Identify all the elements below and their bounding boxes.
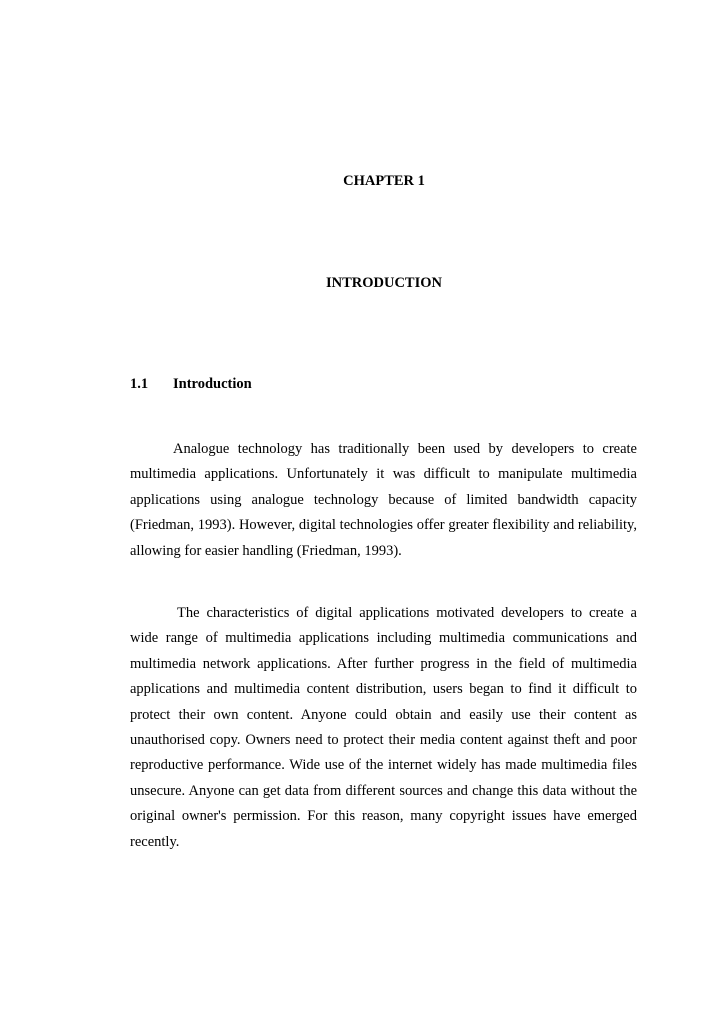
paragraph-2: The characteristics of digital applications motivated developers to create a wide range of multimedia applications including multimedia communications and multimedia network applications. After further progress in the field of multimedia applications and multimedia content distribution, users began to find it difficult to protect their own content. Anyone could obtain and easily use their content as unauthorised copy. Owners need to protect their media content against theft and poor reproductive performance. Wide use of the internet widely has made multimedia files unsecure. Anyone can get data from different sources and change this data without the original owner's permission. For this reason, many copyright issues have emerged recently. <box>130 605 637 850</box>
section-heading <box>130 376 252 393</box>
chapter-title: INTRODUCTION <box>325 275 442 291</box>
section-title: Introduction <box>173 376 252 392</box>
chapter-label: CHAPTER 1 <box>343 173 425 189</box>
paragraph-1: Analogue technology has traditionally been used by developers to create multimedia applications. Unfortunately it was difficult to manipulate multimedia applications using analogue technology because of limited bandwidth capacity (Friedman, 1993). However, digital technologies offer greater flexibility and reliability, allowing for easier handling (Friedman, 1993). <box>130 441 637 559</box>
section-number: 1.1 <box>130 376 149 392</box>
